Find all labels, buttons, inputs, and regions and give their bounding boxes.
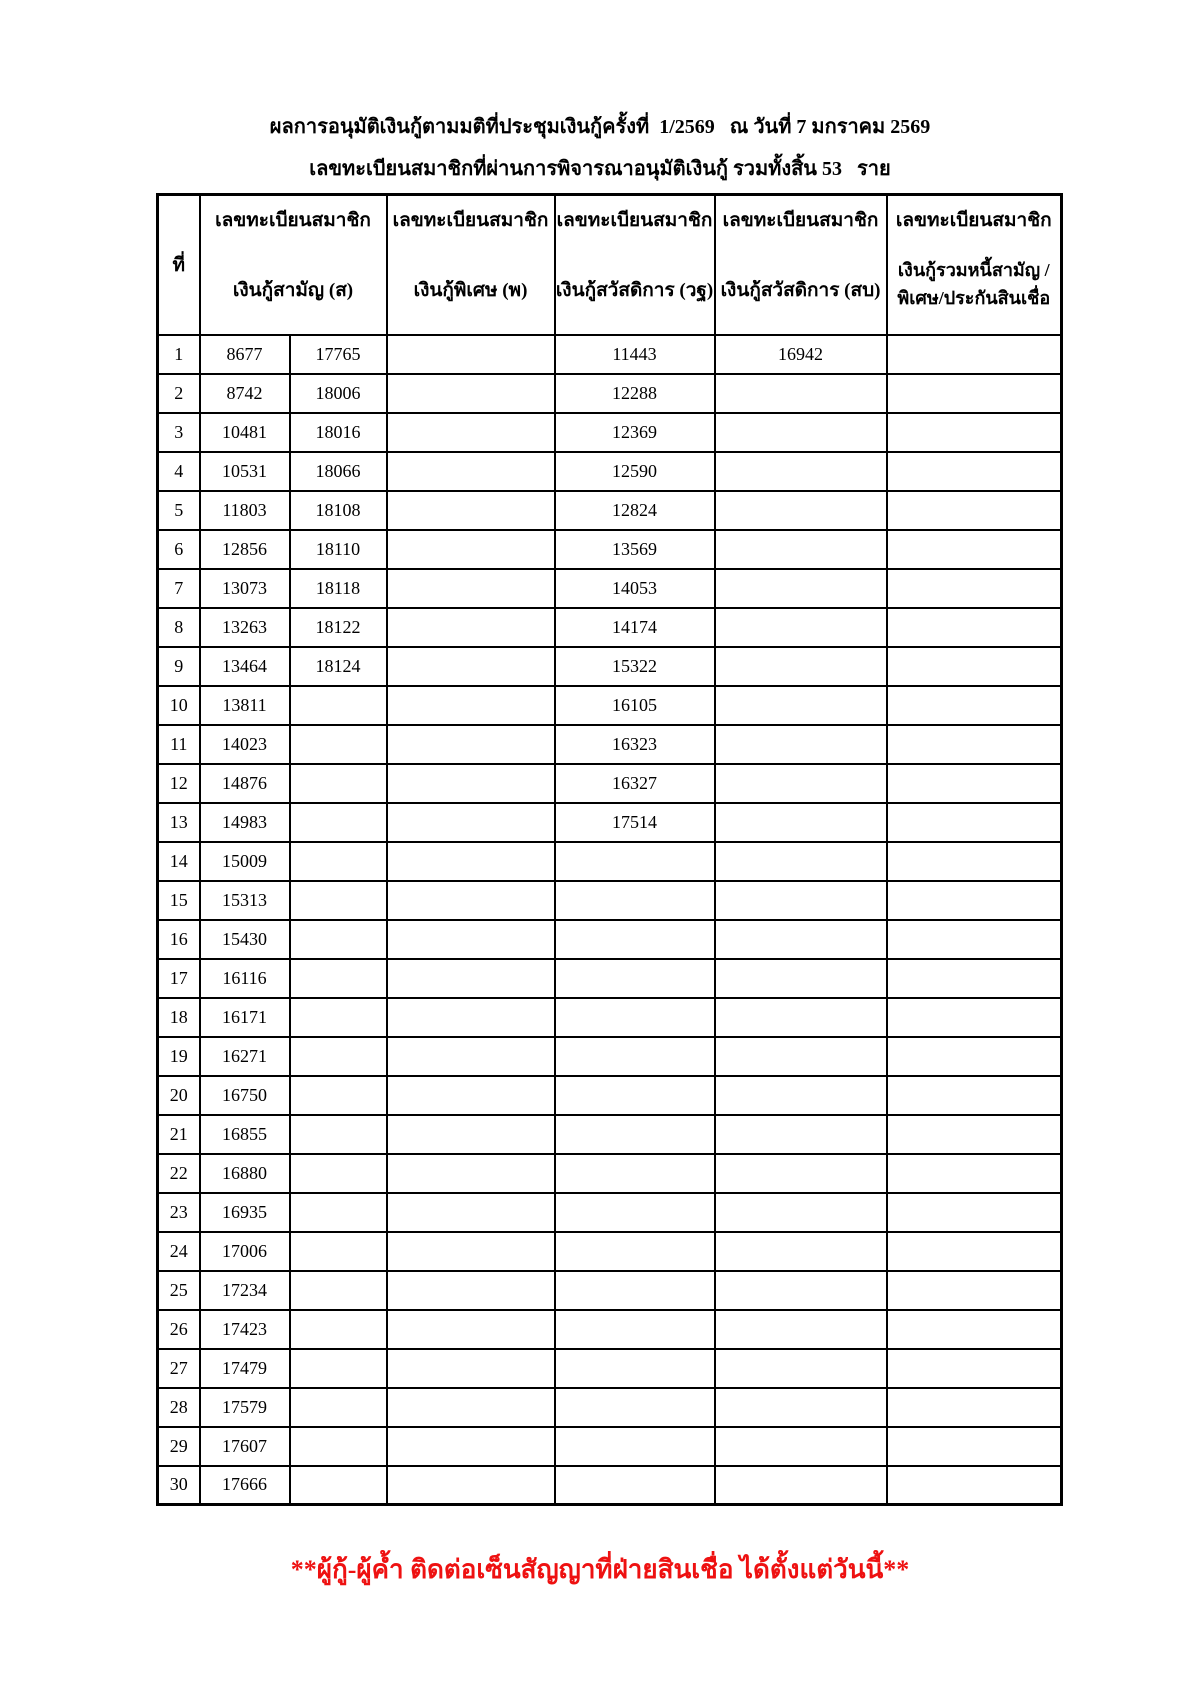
- cell-loan-welfare-sb: [715, 647, 887, 686]
- cell-row-number: 25: [158, 1271, 200, 1310]
- cell-loan-welfare-sb: [715, 608, 887, 647]
- cell-loan-welfare-wt: [555, 959, 715, 998]
- cell-loan-welfare-wt: [555, 1349, 715, 1388]
- cell-loan-consolidated: [887, 764, 1062, 803]
- cell-loan-ordinary-a: 15009: [200, 842, 290, 881]
- cell-loan-consolidated: [887, 1076, 1062, 1115]
- cell-row-number: 2: [158, 374, 200, 413]
- cell-loan-ordinary-b: 18016: [290, 413, 387, 452]
- cell-loan-ordinary-a: 14876: [200, 764, 290, 803]
- cell-loan-ordinary-b: [290, 1076, 387, 1115]
- cell-loan-ordinary-b: [290, 842, 387, 881]
- cell-loan-welfare-sb: [715, 1154, 887, 1193]
- cell-loan-special: [387, 998, 555, 1037]
- cell-loan-ordinary-b: [290, 1232, 387, 1271]
- cell-loan-ordinary-b: [290, 803, 387, 842]
- table-row: [158, 998, 1062, 1037]
- header-member-no-label: เลขทะเบียนสมาชิก: [722, 210, 879, 231]
- cell-loan-ordinary-a: 10481: [200, 413, 290, 452]
- cell-row-number: 22: [158, 1154, 200, 1193]
- cell-loan-ordinary-b: [290, 1466, 387, 1505]
- cell-loan-welfare-wt: 13569: [555, 530, 715, 569]
- cell-loan-special: [387, 725, 555, 764]
- cell-row-number: 13: [158, 803, 200, 842]
- table-row: [158, 725, 1062, 764]
- cell-loan-ordinary-a: 13464: [200, 647, 290, 686]
- cell-row-number: 1: [158, 335, 200, 374]
- cell-row-number: 11: [158, 725, 200, 764]
- cell-loan-special: [387, 1349, 555, 1388]
- table-row: [158, 1037, 1062, 1076]
- cell-loan-ordinary-b: [290, 686, 387, 725]
- table-row: [158, 686, 1062, 725]
- cell-loan-welfare-sb: [715, 1388, 887, 1427]
- cell-loan-welfare-sb: [715, 1193, 887, 1232]
- header-loan-welfare-wt: [555, 195, 715, 335]
- cell-row-number: 14: [158, 842, 200, 881]
- table-row: [158, 764, 1062, 803]
- cell-loan-special: [387, 920, 555, 959]
- cell-loan-welfare-wt: [555, 842, 715, 881]
- cell-loan-consolidated: [887, 920, 1062, 959]
- cell-row-number: 26: [158, 1310, 200, 1349]
- cell-loan-special: [387, 1076, 555, 1115]
- cell-loan-special: [387, 491, 555, 530]
- cell-loan-ordinary-a: 13263: [200, 608, 290, 647]
- cell-loan-welfare-sb: [715, 1037, 887, 1076]
- cell-loan-consolidated: [887, 569, 1062, 608]
- header-loan-ordinary: [200, 195, 387, 335]
- table-row: [158, 569, 1062, 608]
- cell-loan-ordinary-a: 17423: [200, 1310, 290, 1349]
- cell-loan-welfare-wt: [555, 1427, 715, 1466]
- cell-row-number: 28: [158, 1388, 200, 1427]
- table-row: [158, 647, 1062, 686]
- cell-loan-welfare-sb: [715, 881, 887, 920]
- cell-loan-ordinary-a: 17579: [200, 1388, 290, 1427]
- cell-loan-ordinary-b: 18118: [290, 569, 387, 608]
- cell-loan-special: [387, 1388, 555, 1427]
- cell-loan-ordinary-a: 8677: [200, 335, 290, 374]
- cell-loan-consolidated: [887, 881, 1062, 920]
- cell-loan-ordinary-a: 13811: [200, 686, 290, 725]
- cell-loan-ordinary-b: [290, 881, 387, 920]
- cell-row-number: 10: [158, 686, 200, 725]
- cell-loan-welfare-sb: [715, 413, 887, 452]
- header-loan-consolidated: [887, 195, 1062, 335]
- cell-loan-special: [387, 608, 555, 647]
- cell-loan-ordinary-a: 17479: [200, 1349, 290, 1388]
- cell-loan-consolidated: [887, 452, 1062, 491]
- cell-row-number: 8: [158, 608, 200, 647]
- cell-loan-welfare-sb: [715, 1427, 887, 1466]
- cell-loan-ordinary-b: 17765: [290, 335, 387, 374]
- cell-loan-consolidated: [887, 530, 1062, 569]
- cell-row-number: 29: [158, 1427, 200, 1466]
- header-member-no-label: เลขทะเบียนสมาชิก: [556, 210, 713, 231]
- cell-loan-special: [387, 647, 555, 686]
- cell-row-number: 4: [158, 452, 200, 491]
- cell-loan-welfare-wt: [555, 881, 715, 920]
- loan-approval-table: [156, 193, 1063, 1506]
- table-row: [158, 1232, 1062, 1271]
- cell-loan-welfare-wt: 12369: [555, 413, 715, 452]
- cell-loan-welfare-sb: [715, 686, 887, 725]
- table-row: [158, 1271, 1062, 1310]
- cell-loan-ordinary-b: [290, 920, 387, 959]
- cell-loan-consolidated: [887, 1271, 1062, 1310]
- cell-row-number: 12: [158, 764, 200, 803]
- cell-loan-consolidated: [887, 608, 1062, 647]
- cell-loan-special: [387, 1427, 555, 1466]
- cell-loan-consolidated: [887, 647, 1062, 686]
- cell-loan-consolidated: [887, 686, 1062, 725]
- cell-loan-welfare-wt: 16105: [555, 686, 715, 725]
- cell-loan-consolidated: [887, 725, 1062, 764]
- cell-loan-ordinary-a: 10531: [200, 452, 290, 491]
- cell-loan-ordinary-b: [290, 1427, 387, 1466]
- cell-loan-special: [387, 452, 555, 491]
- cell-loan-special: [387, 881, 555, 920]
- cell-loan-ordinary-a: 17006: [200, 1232, 290, 1271]
- cell-loan-welfare-sb: [715, 1232, 887, 1271]
- cell-row-number: 30: [158, 1466, 200, 1505]
- cell-loan-welfare-sb: [715, 1466, 887, 1505]
- cell-loan-special: [387, 842, 555, 881]
- cell-loan-ordinary-b: 18124: [290, 647, 387, 686]
- cell-row-number: 21: [158, 1115, 200, 1154]
- table-row: [158, 1427, 1062, 1466]
- cell-loan-ordinary-b: 18006: [290, 374, 387, 413]
- cell-loan-consolidated: [887, 1154, 1062, 1193]
- cell-loan-welfare-sb: [715, 725, 887, 764]
- table-row: [158, 335, 1062, 374]
- cell-loan-welfare-sb: [715, 530, 887, 569]
- cell-loan-special: [387, 1310, 555, 1349]
- cell-loan-special: [387, 1232, 555, 1271]
- cell-loan-welfare-wt: [555, 1076, 715, 1115]
- cell-loan-ordinary-b: [290, 764, 387, 803]
- cell-loan-special: [387, 335, 555, 374]
- cell-loan-ordinary-a: 17607: [200, 1427, 290, 1466]
- table-row: [158, 959, 1062, 998]
- cell-loan-consolidated: [887, 803, 1062, 842]
- header-no: ที่: [158, 195, 200, 335]
- cell-row-number: 27: [158, 1349, 200, 1388]
- cell-loan-special: [387, 413, 555, 452]
- cell-loan-welfare-wt: 14174: [555, 608, 715, 647]
- cell-loan-consolidated: [887, 842, 1062, 881]
- cell-loan-ordinary-a: 16855: [200, 1115, 290, 1154]
- cell-loan-special: [387, 764, 555, 803]
- cell-loan-special: [387, 1466, 555, 1505]
- cell-loan-ordinary-b: 18110: [290, 530, 387, 569]
- cell-loan-ordinary-b: [290, 725, 387, 764]
- cell-loan-consolidated: [887, 1193, 1062, 1232]
- cell-loan-welfare-wt: 11443: [555, 335, 715, 374]
- cell-loan-welfare-sb: [715, 569, 887, 608]
- table-row: [158, 491, 1062, 530]
- cell-loan-welfare-sb: [715, 1271, 887, 1310]
- cell-loan-consolidated: [887, 374, 1062, 413]
- cell-loan-ordinary-b: [290, 959, 387, 998]
- cell-loan-ordinary-a: 16880: [200, 1154, 290, 1193]
- cell-loan-consolidated: [887, 1037, 1062, 1076]
- cell-loan-welfare-wt: [555, 998, 715, 1037]
- cell-row-number: 23: [158, 1193, 200, 1232]
- cell-loan-welfare-wt: [555, 1388, 715, 1427]
- cell-loan-welfare-wt: 15322: [555, 647, 715, 686]
- cell-loan-ordinary-a: 13073: [200, 569, 290, 608]
- cell-loan-ordinary-b: 18108: [290, 491, 387, 530]
- table-row: [158, 1466, 1062, 1505]
- header-loan-welfare-sb-label: เงินกู้สวัสดิการ (สบ): [720, 280, 881, 301]
- cell-loan-special: [387, 1271, 555, 1310]
- header-loan-consolidated-label-1: เงินกู้รวมหนี้สามัญ /: [897, 260, 1050, 280]
- document-subtitle: เลขทะเบียนสมาชิกที่ผ่านการพิจารณาอนุมัติเงินกู้ รวมทั้งสิ้น 53 ราย: [309, 158, 891, 180]
- cell-loan-consolidated: [887, 1349, 1062, 1388]
- table-row: [158, 1154, 1062, 1193]
- cell-loan-welfare-wt: [555, 1037, 715, 1076]
- table-row: [158, 1193, 1062, 1232]
- table-row: [158, 608, 1062, 647]
- cell-loan-ordinary-b: [290, 1271, 387, 1310]
- cell-loan-welfare-sb: [715, 764, 887, 803]
- cell-loan-special: [387, 686, 555, 725]
- header-member-no-label: เลขทะเบียนสมาชิก: [895, 210, 1052, 231]
- cell-loan-welfare-sb: [715, 374, 887, 413]
- cell-row-number: 7: [158, 569, 200, 608]
- cell-loan-welfare-sb: [715, 920, 887, 959]
- cell-loan-welfare-sb: [715, 1115, 887, 1154]
- cell-loan-ordinary-b: [290, 1349, 387, 1388]
- cell-loan-welfare-sb: [715, 491, 887, 530]
- header-loan-consolidated-label-2: พิเศษ/ประกันสินเชื่อ: [897, 288, 1051, 308]
- cell-loan-ordinary-a: 16750: [200, 1076, 290, 1115]
- cell-loan-welfare-wt: 17514: [555, 803, 715, 842]
- cell-loan-welfare-sb: [715, 1076, 887, 1115]
- table-row: [158, 1310, 1062, 1349]
- cell-row-number: 15: [158, 881, 200, 920]
- cell-loan-ordinary-b: 18122: [290, 608, 387, 647]
- table-row: [158, 1349, 1062, 1388]
- table-row: [158, 1388, 1062, 1427]
- table-row: [158, 530, 1062, 569]
- cell-row-number: 9: [158, 647, 200, 686]
- cell-loan-ordinary-a: 14023: [200, 725, 290, 764]
- table-body: [158, 335, 1062, 1505]
- cell-loan-welfare-wt: 12590: [555, 452, 715, 491]
- cell-loan-ordinary-b: [290, 1154, 387, 1193]
- cell-loan-welfare-wt: [555, 1310, 715, 1349]
- cell-loan-special: [387, 1154, 555, 1193]
- cell-loan-welfare-wt: [555, 920, 715, 959]
- header-member-no-label: เลขทะเบียนสมาชิก: [392, 210, 549, 231]
- cell-loan-welfare-sb: 16942: [715, 335, 887, 374]
- cell-loan-ordinary-a: 16271: [200, 1037, 290, 1076]
- cell-loan-welfare-wt: [555, 1154, 715, 1193]
- cell-loan-consolidated: [887, 1466, 1062, 1505]
- cell-row-number: 3: [158, 413, 200, 452]
- cell-row-number: 24: [158, 1232, 200, 1271]
- cell-loan-consolidated: [887, 1310, 1062, 1349]
- cell-row-number: 20: [158, 1076, 200, 1115]
- header-loan-special: [387, 195, 555, 335]
- cell-loan-welfare-wt: [555, 1115, 715, 1154]
- cell-loan-welfare-wt: 12824: [555, 491, 715, 530]
- document-title: ผลการอนุมัติเงินกู้ตามมติที่ประชุมเงินกู้ครั้งที่ 1/2569 ณ วันที่ 7 มกราคม 2569: [269, 116, 931, 138]
- cell-loan-ordinary-a: 17666: [200, 1466, 290, 1505]
- cell-loan-consolidated: [887, 413, 1062, 452]
- cell-loan-welfare-sb: [715, 452, 887, 491]
- table-row: [158, 920, 1062, 959]
- cell-loan-ordinary-a: 15430: [200, 920, 290, 959]
- cell-loan-welfare-sb: [715, 998, 887, 1037]
- cell-loan-consolidated: [887, 1427, 1062, 1466]
- cell-loan-welfare-wt: 16323: [555, 725, 715, 764]
- cell-loan-ordinary-b: 18066: [290, 452, 387, 491]
- header-member-no-label: เลขทะเบียนสมาชิก: [215, 210, 371, 231]
- cell-loan-ordinary-a: 16171: [200, 998, 290, 1037]
- document-titles: [0, 0, 1200, 184]
- cell-loan-consolidated: [887, 998, 1062, 1037]
- table-row: [158, 1115, 1062, 1154]
- cell-loan-welfare-wt: [555, 1271, 715, 1310]
- cell-loan-special: [387, 959, 555, 998]
- cell-loan-ordinary-a: 14983: [200, 803, 290, 842]
- table-row: [158, 452, 1062, 491]
- cell-loan-special: [387, 374, 555, 413]
- header-row: [158, 195, 1062, 335]
- cell-loan-consolidated: [887, 1388, 1062, 1427]
- cell-loan-welfare-sb: [715, 1310, 887, 1349]
- cell-loan-welfare-sb: [715, 803, 887, 842]
- cell-loan-special: [387, 569, 555, 608]
- table-row: [158, 1076, 1062, 1115]
- cell-loan-special: [387, 1115, 555, 1154]
- table-row: [158, 413, 1062, 452]
- footer-note: **ผู้กู้-ผู้ค้ำ ติดต่อเซ็นสัญญาที่ฝ่ายสินเชื่อ ได้ตั้งแต่วันนี้**: [290, 1555, 910, 1584]
- cell-loan-ordinary-b: [290, 1193, 387, 1232]
- header-loan-welfare-sb: [715, 195, 887, 335]
- cell-loan-ordinary-b: [290, 1310, 387, 1349]
- cell-loan-consolidated: [887, 959, 1062, 998]
- cell-loan-welfare-wt: 16327: [555, 764, 715, 803]
- cell-loan-welfare-wt: [555, 1466, 715, 1505]
- cell-row-number: 6: [158, 530, 200, 569]
- cell-loan-consolidated: [887, 1115, 1062, 1154]
- cell-loan-ordinary-a: 16116: [200, 959, 290, 998]
- cell-loan-welfare-wt: [555, 1232, 715, 1271]
- cell-loan-consolidated: [887, 491, 1062, 530]
- cell-loan-welfare-sb: [715, 1349, 887, 1388]
- header-loan-welfare-wt-label: เงินกู้สวัสดิการ (วฐ): [555, 280, 714, 301]
- table-row: [158, 374, 1062, 413]
- cell-loan-ordinary-b: [290, 1037, 387, 1076]
- cell-loan-special: [387, 530, 555, 569]
- cell-loan-ordinary-a: 17234: [200, 1271, 290, 1310]
- table-row: [158, 803, 1062, 842]
- cell-loan-welfare-wt: 14053: [555, 569, 715, 608]
- cell-loan-welfare-wt: 12288: [555, 374, 715, 413]
- cell-loan-welfare-wt: [555, 1193, 715, 1232]
- table-header: [158, 195, 1062, 335]
- header-loan-ordinary-label: เงินกู้สามัญ (ส): [232, 280, 354, 301]
- cell-row-number: 16: [158, 920, 200, 959]
- header-loan-special-label: เงินกู้พิเศษ (พ): [413, 280, 528, 301]
- cell-loan-ordinary-a: 15313: [200, 881, 290, 920]
- cell-loan-ordinary-b: [290, 1115, 387, 1154]
- cell-loan-ordinary-a: 11803: [200, 491, 290, 530]
- cell-loan-ordinary-a: 12856: [200, 530, 290, 569]
- cell-loan-welfare-sb: [715, 959, 887, 998]
- cell-row-number: 5: [158, 491, 200, 530]
- cell-loan-ordinary-a: 8742: [200, 374, 290, 413]
- cell-loan-ordinary-b: [290, 998, 387, 1037]
- cell-loan-consolidated: [887, 1232, 1062, 1271]
- cell-loan-ordinary-a: 16935: [200, 1193, 290, 1232]
- cell-loan-special: [387, 1193, 555, 1232]
- cell-row-number: 19: [158, 1037, 200, 1076]
- cell-loan-consolidated: [887, 335, 1062, 374]
- table-row: [158, 881, 1062, 920]
- cell-loan-ordinary-b: [290, 1388, 387, 1427]
- cell-row-number: 17: [158, 959, 200, 998]
- cell-loan-special: [387, 803, 555, 842]
- table-row: [158, 842, 1062, 881]
- cell-loan-special: [387, 1037, 555, 1076]
- cell-row-number: 18: [158, 998, 200, 1037]
- cell-loan-welfare-sb: [715, 842, 887, 881]
